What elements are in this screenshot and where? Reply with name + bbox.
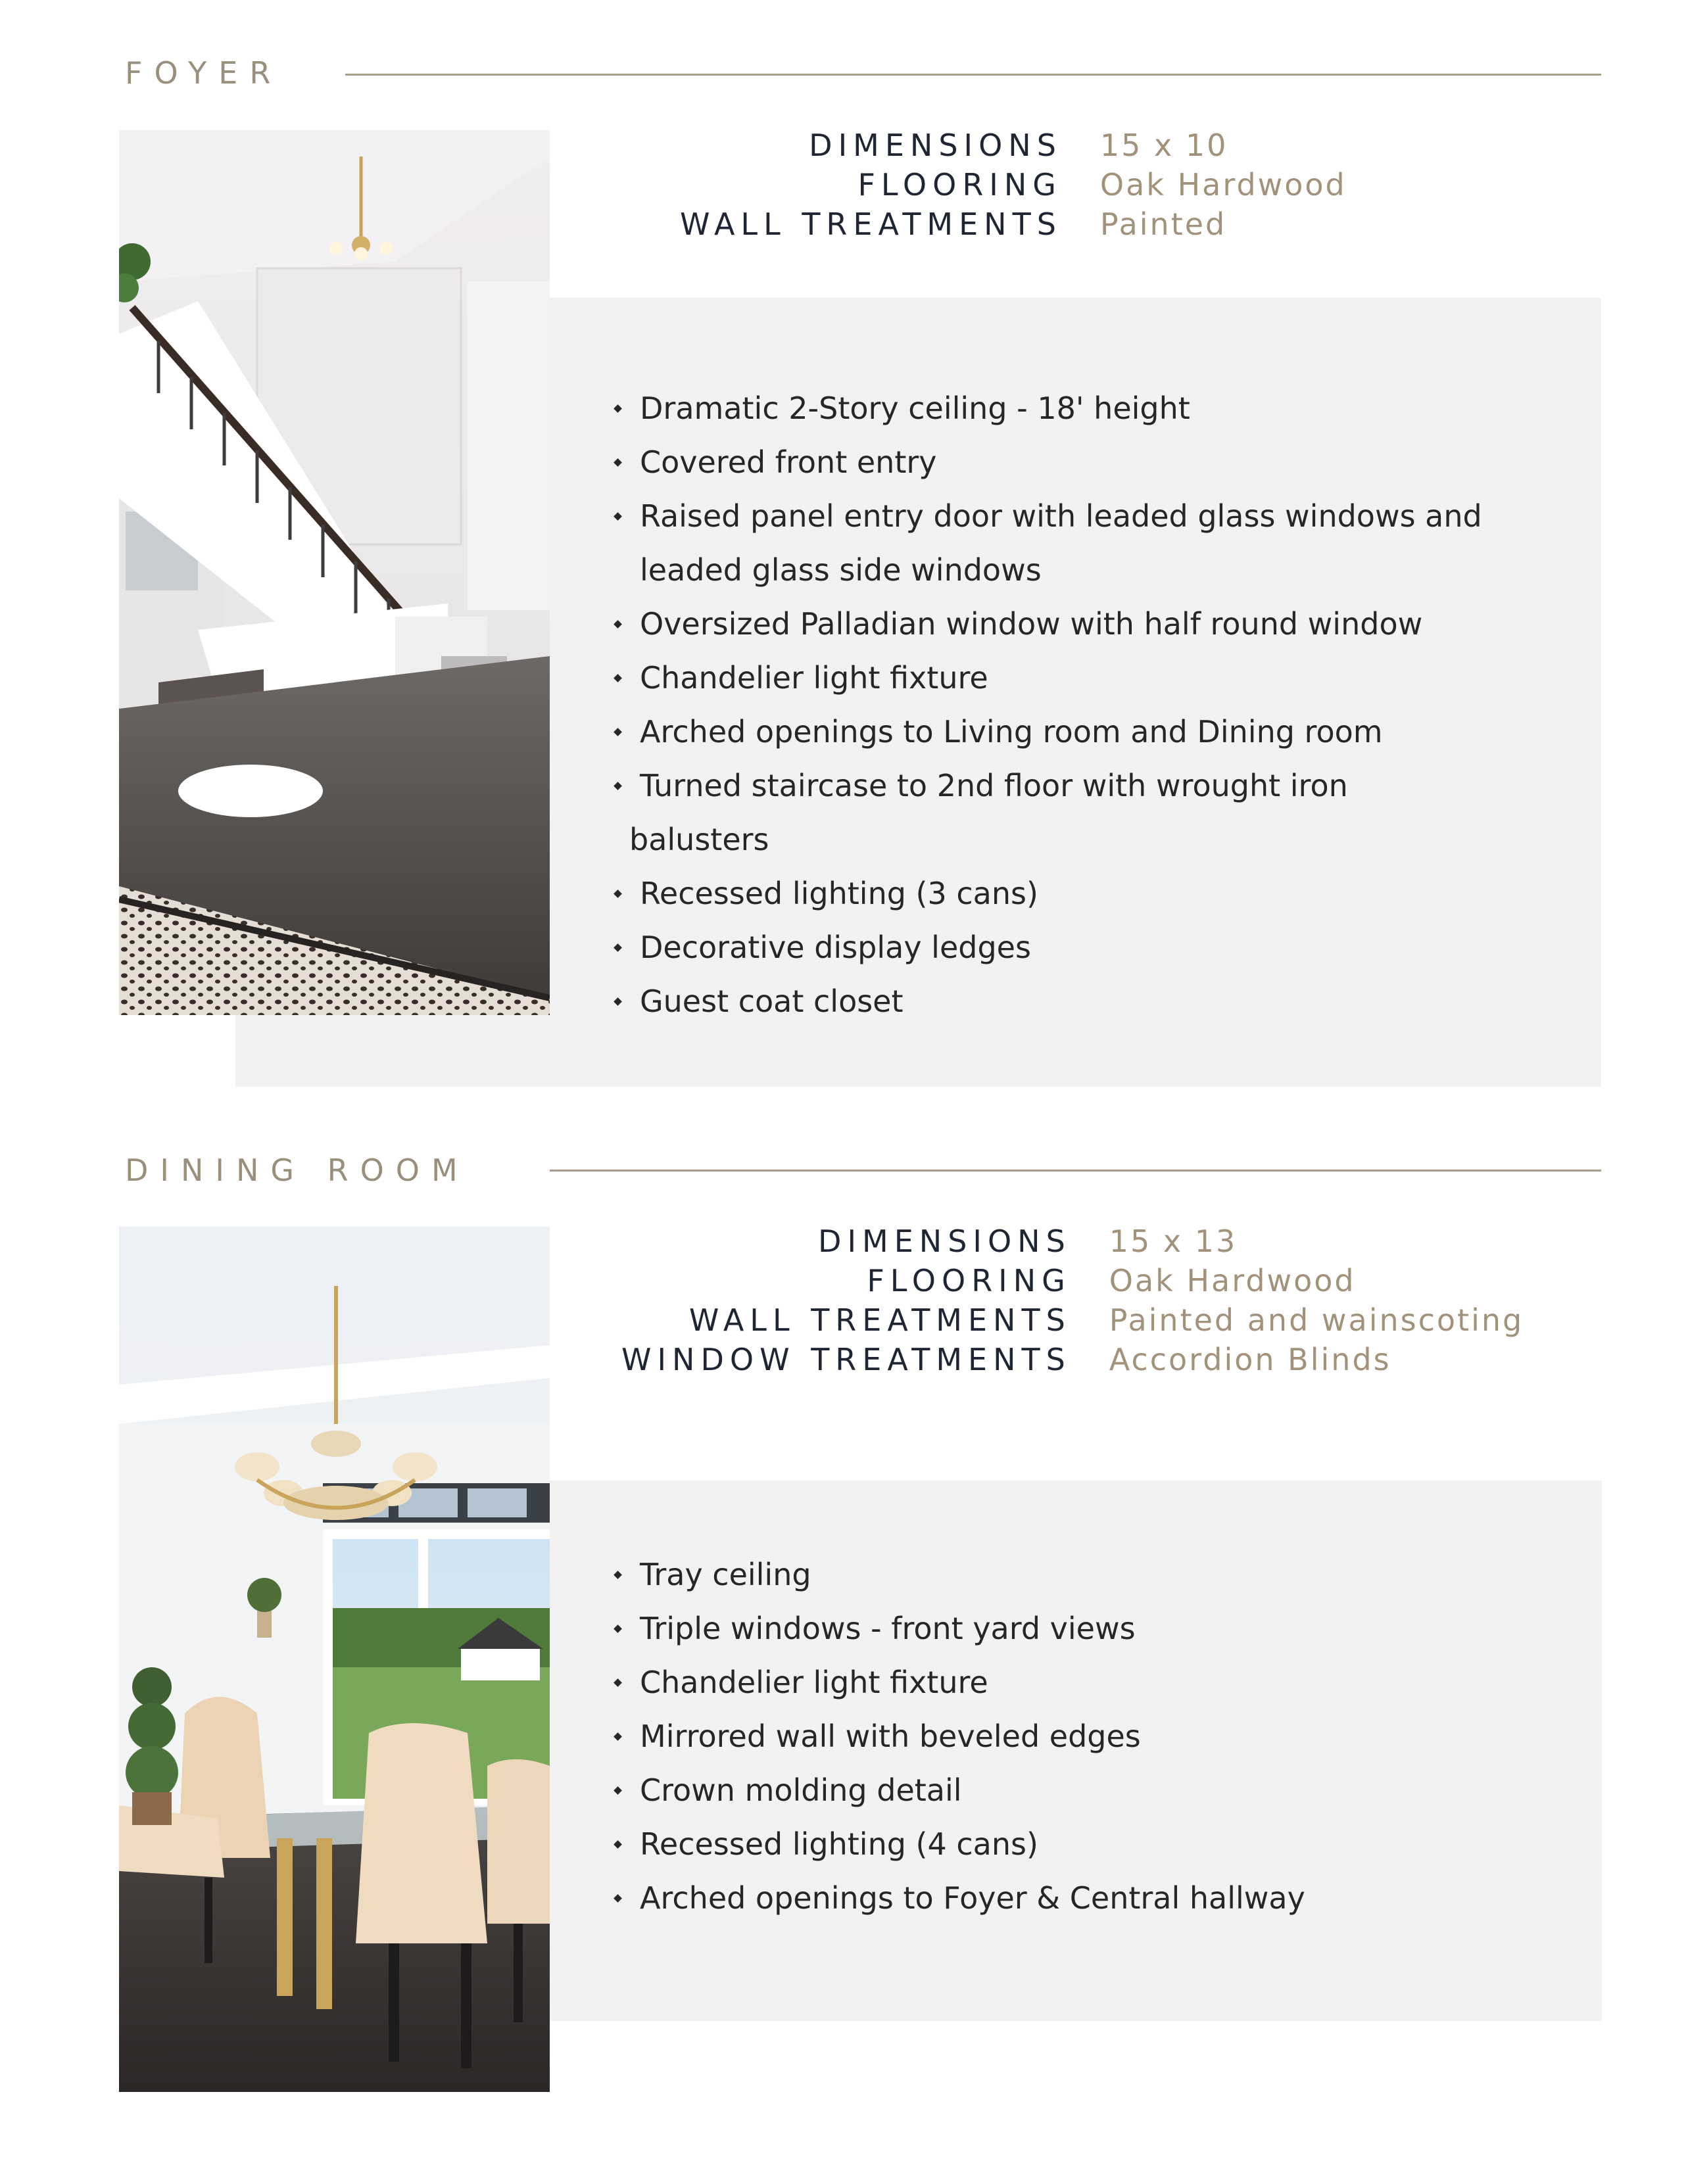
list-item: Raised panel entry door with leaded glass windows and — [615, 489, 1482, 543]
list-item: Crown molding detail — [615, 1763, 1305, 1817]
list-item: Arched openings to Foyer & Central hallway — [615, 1871, 1305, 1925]
dining-spec-value: Accordion Blinds — [1109, 1342, 1391, 1377]
dining-feature-list — [615, 1548, 1305, 1925]
foyer-spec-value: Painted — [1099, 206, 1227, 242]
dining-photo — [119, 1227, 550, 2092]
foyer-feature-list — [615, 381, 1482, 1028]
foyer-section-title: FOYER — [125, 55, 283, 91]
list-item: Dramatic 2-Story ceiling - 18' height — [615, 381, 1482, 435]
dining-spec-label: WINDOW TREATMENTS — [621, 1342, 1071, 1377]
foyer-spec-value: 15 x 10 — [1099, 128, 1228, 163]
dining-spec-label: DIMENSIONS — [818, 1223, 1071, 1259]
list-item: Chandelier light fixture — [615, 651, 1482, 705]
list-item: Mirrored wall with beveled edges — [615, 1709, 1305, 1763]
list-item: Recessed lighting (3 cans) — [615, 866, 1482, 920]
list-item: Turned staircase to 2nd floor with wrought iron — [615, 759, 1482, 813]
list-item: Recessed lighting (4 cans) — [615, 1817, 1305, 1871]
list-item: Tray ceiling — [615, 1548, 1305, 1602]
foyer-photo — [119, 130, 550, 1015]
dining-spec-label: FLOORING — [867, 1263, 1071, 1298]
list-item-continuation: leaded glass side windows — [640, 552, 1042, 588]
dining-spec-value: 15 x 13 — [1109, 1223, 1238, 1259]
dining-specs — [621, 1222, 1524, 1379]
foyer-specs — [680, 126, 1347, 244]
list-item: Arched openings to Living room and Dining room — [615, 705, 1482, 759]
foyer-divider — [345, 74, 1601, 76]
foyer-spec-label: WALL TREATMENTS — [680, 206, 1062, 242]
list-item: Triple windows - front yard views — [615, 1602, 1305, 1655]
dining-spec-value: Oak Hardwood — [1109, 1263, 1356, 1298]
dining-spec-value: Painted and wainscoting — [1109, 1302, 1524, 1338]
foyer-spec-label: FLOORING — [857, 167, 1062, 202]
foyer-spec-label: DIMENSIONS — [809, 128, 1062, 163]
list-item: Oversized Palladian window with half round window — [615, 597, 1482, 651]
list-item: Decorative display ledges — [615, 920, 1482, 974]
list-item: Guest coat closet — [615, 974, 1482, 1028]
dining-divider — [550, 1170, 1601, 1172]
list-item: Chandelier light fixture — [615, 1655, 1305, 1709]
foyer-spec-value: Oak Hardwood — [1099, 167, 1347, 202]
dining-section-title: DINING ROOM — [125, 1152, 470, 1188]
list-item: Covered front entry — [615, 435, 1482, 489]
dining-spec-label: WALL TREATMENTS — [688, 1302, 1071, 1338]
list-item-continuation: balusters — [629, 822, 769, 857]
